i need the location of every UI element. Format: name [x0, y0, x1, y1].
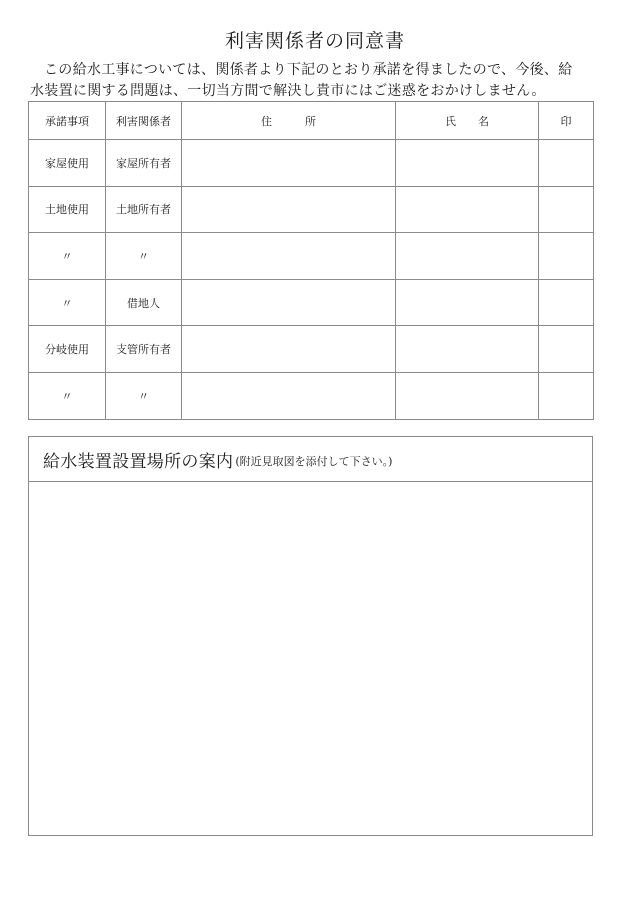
- cell-name[interactable]: [396, 186, 539, 233]
- cell-matter: 〃: [29, 279, 106, 326]
- location-guide-title: 給水装置設置場所の案内: [43, 451, 234, 472]
- cell-matter: 〃: [29, 233, 106, 280]
- cell-seal[interactable]: [539, 279, 594, 326]
- table-row: [29, 186, 594, 233]
- cell-name[interactable]: [396, 372, 539, 419]
- cell-address[interactable]: [182, 279, 396, 326]
- consent-table: [28, 101, 594, 420]
- table-row: [29, 279, 594, 326]
- cell-address[interactable]: [182, 233, 396, 280]
- intro-line-2: 水装置に関する問題は、一切当方間で解決し貴市にはご迷惑をおかけしません。: [30, 83, 546, 99]
- cell-seal[interactable]: [539, 233, 594, 280]
- cell-party: 家屋所有者: [106, 140, 182, 187]
- table-row: [29, 140, 594, 187]
- cell-seal[interactable]: [539, 186, 594, 233]
- cell-name[interactable]: [396, 279, 539, 326]
- location-guide-note: (附近見取図を添付して下さい。): [235, 454, 393, 468]
- header-address: 住 所: [182, 102, 396, 140]
- header-matter: 承諾事項: [29, 102, 106, 140]
- cell-seal[interactable]: [539, 372, 594, 419]
- cell-party: 土地所有者: [106, 186, 182, 233]
- header-name: 氏 名: [396, 102, 539, 140]
- table-header-row: [29, 102, 594, 140]
- location-guide-box: [28, 436, 593, 836]
- cell-seal[interactable]: [539, 140, 594, 187]
- cell-party: 〃: [106, 372, 182, 419]
- cell-party: 〃: [106, 233, 182, 280]
- cell-party: 借地人: [106, 279, 182, 326]
- cell-matter: 〃: [29, 372, 106, 419]
- cell-party: 支管所有者: [106, 326, 182, 373]
- cell-matter: 家屋使用: [29, 140, 106, 187]
- map-drawing-area[interactable]: [29, 482, 592, 835]
- cell-name[interactable]: [396, 326, 539, 373]
- cell-address[interactable]: [182, 372, 396, 419]
- cell-name[interactable]: [396, 140, 539, 187]
- cell-name[interactable]: [396, 233, 539, 280]
- page-title: 利害関係者の同意書: [224, 30, 405, 52]
- header-seal: 印: [539, 102, 594, 140]
- intro-line-1: この給水工事については、関係者より下記のとおり承諾を得ましたので、今後、給: [44, 62, 573, 78]
- table-row: [29, 372, 594, 419]
- cell-address[interactable]: [182, 140, 396, 187]
- cell-seal[interactable]: [539, 326, 594, 373]
- table-row: [29, 233, 594, 280]
- cell-matter: 土地使用: [29, 186, 106, 233]
- table-row: [29, 326, 594, 373]
- cell-address[interactable]: [182, 326, 396, 373]
- cell-matter: 分岐使用: [29, 326, 106, 373]
- intro-paragraph: [30, 60, 596, 102]
- cell-address[interactable]: [182, 186, 396, 233]
- location-guide-header: [29, 437, 592, 482]
- header-party: 利害関係者: [106, 102, 182, 140]
